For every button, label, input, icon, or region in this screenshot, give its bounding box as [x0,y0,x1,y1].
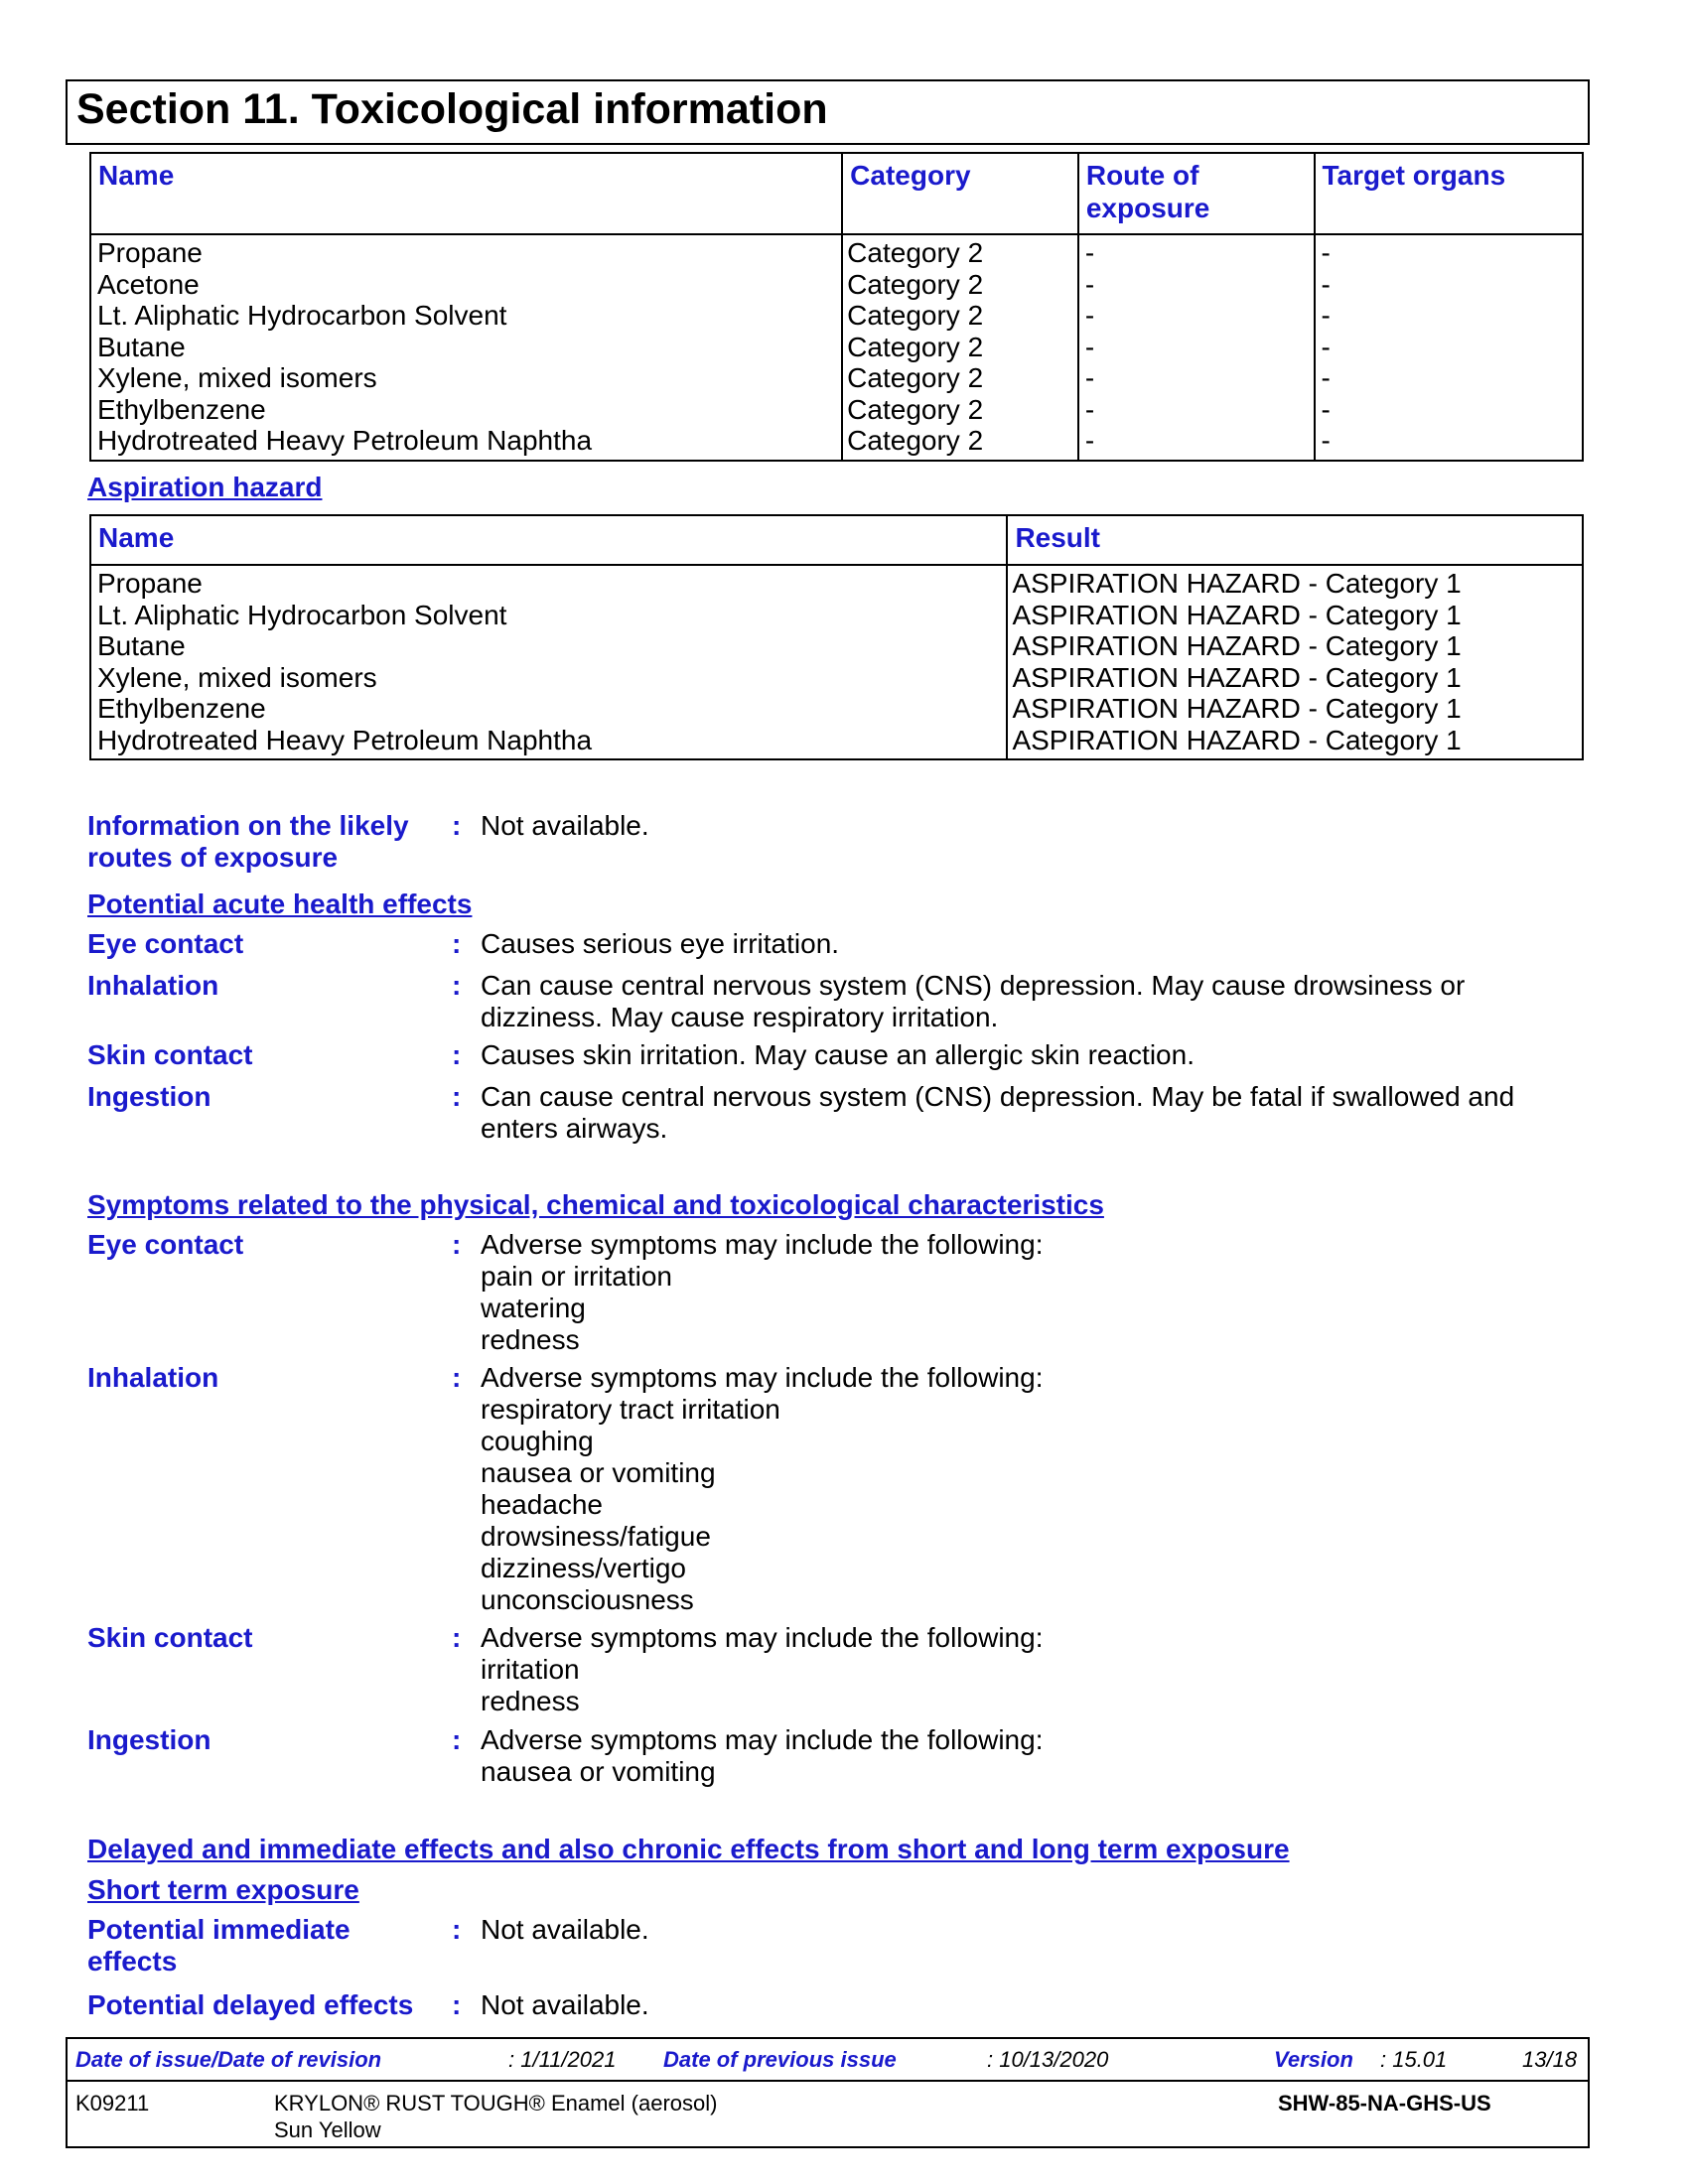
table-row [90,234,1583,461]
cell-name: Lt. Aliphatic Hydrocarbon Solvent [97,599,507,630]
delayed-effects-heading: Delayed and immediate effects and also chronic effects from short and long term exposure [87,1834,1290,1864]
cell-route: - [1084,300,1095,331]
product-code: K09211 [75,2091,150,2116]
cell-name: Hydrotreated Heavy Petroleum Naphtha [97,724,593,755]
col-header-result: Result [1007,515,1583,565]
document-code: SHW-85-NA-GHS-US [1278,2091,1491,2116]
col-header-name: Name [90,153,842,234]
version-value: : 15.01 [1380,2047,1448,2072]
cell-name: Propane [97,568,203,599]
col-header-route: Route of exposure [1078,153,1315,234]
cell-target: - [1321,393,1331,425]
cell-name: Acetone [97,268,200,300]
product-color: Sun Yellow [274,2117,381,2142]
cell-name: Lt. Aliphatic Hydrocarbon Solvent [97,300,507,331]
aspiration-table [89,514,1584,760]
cell-target: - [1321,331,1331,362]
previous-issue-label: Date of previous issue [663,2047,897,2072]
cell-result: ASPIRATION HAZARD - Category 1 [1012,724,1462,755]
section-title: Section 11. Toxicological information [76,85,828,133]
cell-category: Category 2 [847,362,984,393]
cell-category: Category 2 [847,331,984,362]
cell-name: Butane [97,630,186,661]
cell-name: Ethylbenzene [97,393,266,425]
issue-date-value: : 1/11/2021 [508,2047,617,2072]
cell-route: - [1084,362,1095,393]
cell-result: ASPIRATION HAZARD - Category 1 [1012,568,1462,599]
cell-category: Category 2 [847,425,984,456]
cell-name: Propane [97,237,203,268]
version-label: Version [1274,2047,1353,2072]
cell-result: ASPIRATION HAZARD - Category 1 [1012,599,1462,630]
cell-name: Xylene, mixed isomers [97,362,377,393]
cell-target: - [1321,300,1331,331]
cell-route: - [1084,331,1095,362]
routes-value: Not available. [481,810,649,841]
cell-target: - [1321,425,1331,456]
col-header-target: Target organs [1315,153,1583,234]
cell-name: Ethylbenzene [97,693,266,724]
cell-category: Category 2 [847,268,984,300]
symptoms-heading: Symptoms related to the physical, chemical and toxicological characteristics [87,1189,1104,1220]
routes-label: Information on the likely routes of exposure [87,810,409,873]
cell-target: - [1321,268,1331,300]
col-header-name: Name [90,515,1007,565]
short-term-heading: Short term exposure [87,1874,359,1905]
cell-route: - [1084,268,1095,300]
cell-target: - [1321,362,1331,393]
cell-route: - [1084,425,1095,456]
footer-divider [68,2080,1588,2082]
acute-effects-heading: Potential acute health effects [87,888,473,919]
cell-name: Hydrotreated Heavy Petroleum Naphtha [97,425,593,456]
col-header-category: Category [842,153,1078,234]
cell-name: Butane [97,331,186,362]
section-header [66,79,1590,145]
table-row [90,565,1583,759]
aspiration-heading: Aspiration hazard [87,472,323,502]
issue-date-label: Date of issue/Date of revision [75,2047,382,2072]
cell-target: - [1321,237,1331,268]
cell-category: Category 2 [847,237,984,268]
page-footer [66,2037,1590,2148]
cell-result: ASPIRATION HAZARD - Category 1 [1012,630,1462,661]
cell-route: - [1084,237,1095,268]
previous-issue-value: : 10/13/2020 [987,2047,1109,2072]
cell-result: ASPIRATION HAZARD - Category 1 [1012,661,1462,693]
cell-category: Category 2 [847,300,984,331]
cell-route: - [1084,393,1095,425]
cell-result: ASPIRATION HAZARD - Category 1 [1012,693,1462,724]
cell-category: Category 2 [847,393,984,425]
product-name: KRYLON® RUST TOUGH® Enamel (aerosol) [274,2091,718,2116]
cell-name: Xylene, mixed isomers [97,661,377,693]
page-number: 13/18 [1522,2047,1578,2072]
stot-table [89,152,1584,462]
